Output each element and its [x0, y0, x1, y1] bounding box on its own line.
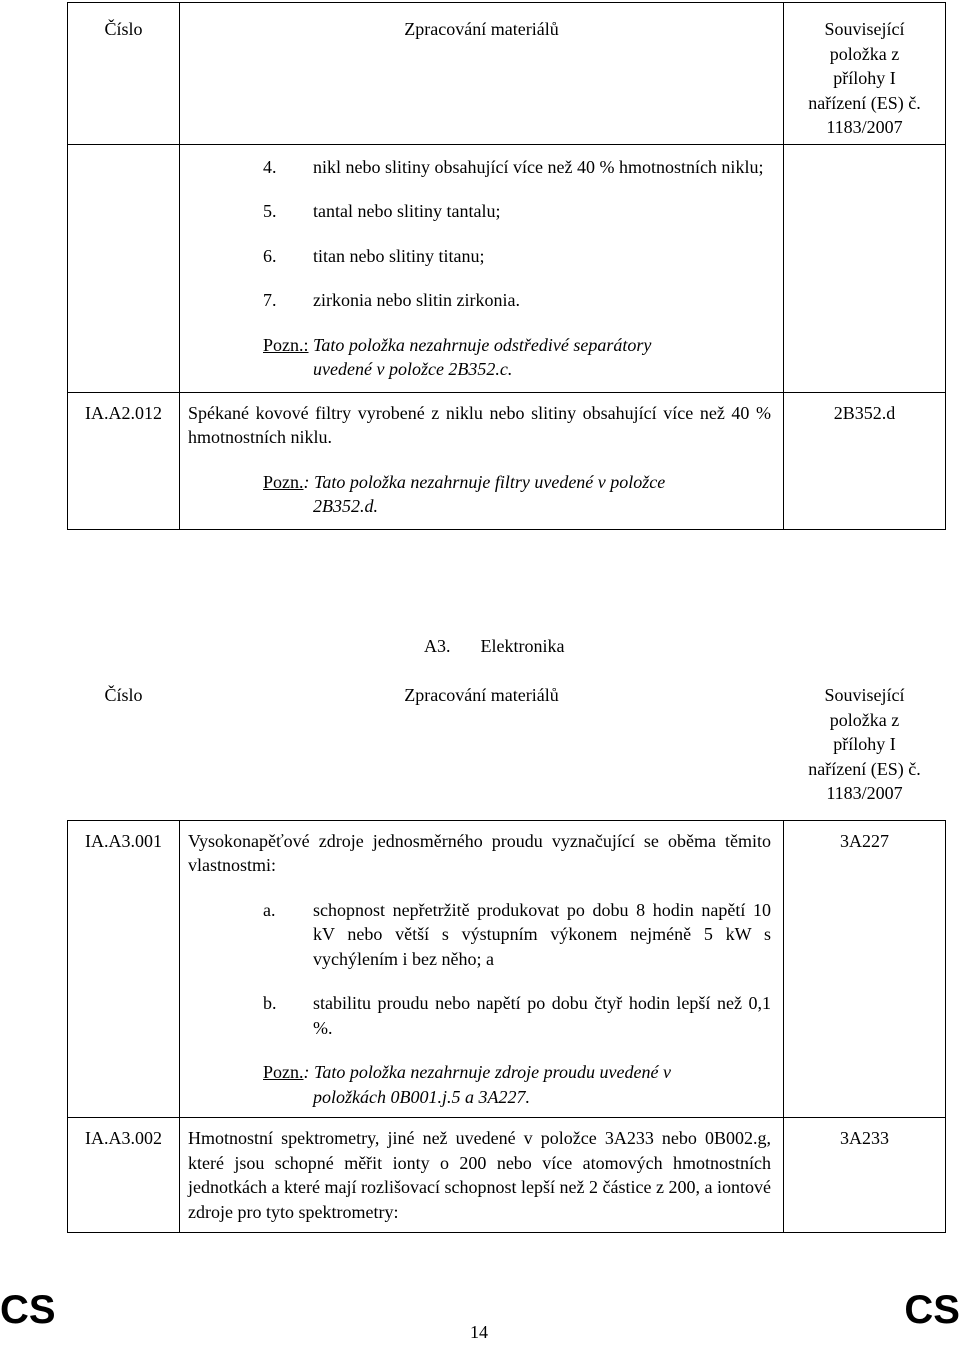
row-number: IA.A2.012: [68, 392, 180, 529]
list-item: a. schopnost nepřetržitě produkovat po dobu 8 hodin napětí 10 kV nebo větší s výstupním výkonem nejméně 5 kW s vychýlením i bez něho; a: [263, 899, 771, 969]
row-related: 3A227: [784, 820, 946, 1118]
header-title: Zpracování materiálů: [180, 3, 784, 145]
materials-table-a3: [67, 683, 946, 1233]
header-number: Číslo: [104, 685, 143, 705]
note-label: Pozn.: [263, 471, 304, 492]
row-number: IA.A3.002: [68, 1118, 180, 1233]
row-text: Spékané kovové filtry vyrobené z niklu nebo slitiny obsahující více než 40 % hmotnostních niklu. Pozn.: Tato položka nezahrnuje filtry uvedené v položce 2B352.d.: [180, 392, 784, 529]
table-header-row: [68, 3, 946, 145]
row-related: 2B352.d: [784, 392, 946, 529]
row-text: [180, 144, 784, 392]
materials-table-a2: [67, 2, 946, 530]
header-related: Související položka z přílohy I nařízení (ES) č. 1183/2007: [808, 685, 921, 803]
row-related: [784, 144, 946, 392]
table-header-row: [68, 683, 946, 820]
list-item: 6. titan nebo slitiny titanu;: [263, 245, 485, 266]
note: Pozn.: Tato položka nezahrnuje zdroje proudu uvedené v položkách 0B001.j.5 a 3A227.: [263, 1062, 671, 1107]
note-label: Pozn.: [263, 1062, 304, 1082]
list-item: 7. zirkonia nebo slitin zirkonia.: [263, 290, 520, 310]
note: Pozn.: Tato položka nezahrnuje odstředivé separátory uvedené v položce 2B352.c.: [263, 334, 652, 379]
page-number: 14: [470, 1322, 488, 1342]
note: Pozn.: Tato položka nezahrnuje filtry uvedené v položce 2B352.d.: [263, 471, 666, 516]
header-title: Zpracování materiálů: [404, 685, 559, 705]
note-label: Pozn.: [263, 334, 304, 355]
footer-language-left: CS: [0, 1288, 56, 1332]
section-title: A3. Elektronika: [424, 636, 565, 656]
list-item: b. stabilitu proudu nebo napětí po dobu čtyř hodin lepší než 0,1 %.: [263, 993, 771, 1038]
table-row: [68, 144, 946, 392]
list-item: 4. nikl nebo slitiny obsahující více než 40 % hmotnostních niklu;: [263, 156, 764, 177]
table-row: [68, 820, 946, 1118]
header-related: Související položka z přílohy I nařízení (ES) č. 1183/2007: [784, 3, 946, 145]
row-number: [68, 144, 180, 392]
row-related: 3A233: [784, 1118, 946, 1233]
header-number: Číslo: [68, 3, 180, 145]
row-text: Vysokonapěťové zdroje jednosměrného proudu vyznačující se oběma těmito vlastnostmi: a. schopnost nepřetržitě produkovat po dobu 8 hodin napětí 10 kV nebo větší s výstupním výkonem nejméně 5 kW s vychýlením i bez něho; a b. stabilitu proudu nebo napětí po dobu čtyř hodin lepší než 0,1 %. Pozn.: Tato položka nezahrnuje zdroje proudu uvedené v položkách 0B001.j.5 a 3A227.: [180, 820, 784, 1118]
footer-language-right: CS: [904, 1288, 960, 1332]
row-number: IA.A3.001: [68, 820, 180, 1118]
table-row: [68, 1118, 946, 1233]
table-row: [68, 392, 946, 529]
row-text: Hmotnostní spektrometry, jiné než uvedené v položce 3A233 nebo 0B002.g, které jsou schopné měřit ionty o 200 nebo více atomových hmotnostních jednotkách a které mají rozlišovací schopnost lepší než 2 částice z 200, a iontové zdroje pro tyto spektrometry:: [180, 1118, 784, 1233]
list-item: 5. tantal nebo slitiny tantalu;: [263, 201, 501, 221]
